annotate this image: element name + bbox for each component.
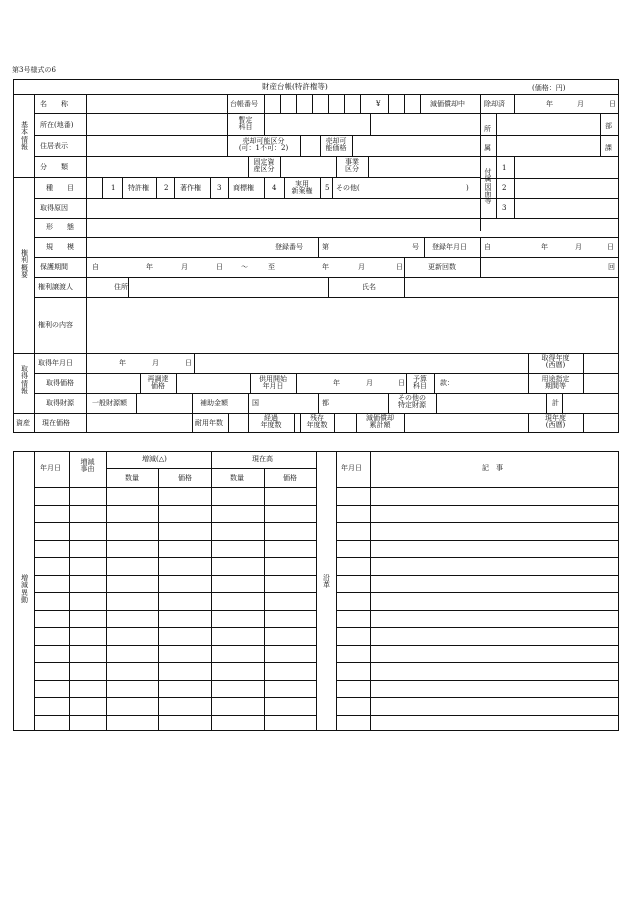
label-accum-depreciation: 減価償却 累計額 [366, 414, 394, 430]
label-protection: 保護期間 [40, 263, 68, 271]
label-person-name: 氏名 [362, 283, 376, 291]
attached-2: 2 [502, 184, 507, 192]
prot-to: 至 [268, 263, 275, 271]
label-source: 取得財源 [46, 399, 74, 407]
chg-col-now: 現在高 [252, 455, 273, 463]
label-use-period: 用途指定 期間等 [541, 375, 570, 391]
table-row-line [336, 575, 619, 576]
kind-other: その他( [336, 184, 360, 192]
label-dai: 第 [322, 243, 329, 251]
attached-3: 3 [502, 204, 507, 212]
label-kan: 款： [440, 379, 454, 387]
label-ka: 課 [605, 144, 612, 152]
table-row-line [336, 487, 619, 488]
label-acq-price: 取得価格 [46, 379, 74, 387]
label-bu: 部 [605, 122, 612, 130]
label-go: 号 [412, 243, 419, 251]
label-month-1: 月 [577, 100, 584, 108]
label-total: 計 [552, 399, 559, 407]
table-row-line [34, 487, 316, 488]
table-row-line [336, 610, 619, 611]
table-row-line [34, 557, 316, 558]
table-row-line [34, 592, 316, 593]
label-to: 都 [322, 399, 329, 407]
label-business: 事業 区分 [345, 158, 359, 174]
label-renewals: 更新回数 [428, 263, 456, 271]
label-dept-sho: 所 [484, 125, 491, 133]
prot-day-2: 日 [396, 263, 403, 271]
label-current-price: 現在価格 [42, 419, 70, 427]
renewals-kai: 回 [608, 263, 615, 271]
table-row-line [336, 662, 619, 663]
reg-year: 年 [541, 243, 548, 251]
chg-col-delta: 増減(△) [142, 455, 167, 463]
label-general: 一般財源額 [92, 399, 127, 407]
prot-month-2: 月 [358, 263, 365, 271]
table-row-line [336, 645, 619, 646]
label-day-1: 日 [609, 100, 616, 108]
hist-col-note: 記 事 [482, 464, 503, 472]
table-row-line [336, 697, 619, 698]
label-saleable: 売却可能区分 (可：1不可：2) [238, 137, 289, 153]
label-depreciating: 減価償却中 [430, 100, 465, 108]
reg-from: 自 [484, 243, 491, 251]
label-reprocure: 再調達 価格 [147, 375, 169, 391]
table-row-line [336, 522, 619, 523]
section-change: 増減異動 [21, 574, 28, 605]
table-row-line [336, 540, 619, 541]
label-zoku: 属 [484, 144, 491, 152]
chg-col-reason: 増減 事由 [80, 458, 95, 474]
section-asset: 資産 [16, 419, 30, 427]
section-basic: 基本情報 [21, 121, 28, 152]
kind-copyright: 著作権 [180, 184, 201, 192]
table-row-line [34, 575, 316, 576]
section-acquisition: 取得情報 [21, 365, 28, 396]
svc-day: 日 [398, 379, 405, 387]
label-classification: 分 類 [40, 163, 68, 171]
label-assignor: 権利譲渡人 [38, 283, 73, 291]
label-form: 形 態 [46, 223, 74, 231]
form-id: 第3号様式の6 [12, 66, 56, 74]
label-reg-date: 登録年月日 [432, 243, 467, 251]
section-rights: 権利概要 [21, 249, 28, 280]
kind-opt-1: 1 [111, 184, 116, 192]
section-history: 沿革 [323, 574, 330, 590]
chg-col-now-price: 価格 [283, 474, 297, 482]
kind-opt-3: 3 [217, 184, 222, 192]
table-row-line [336, 680, 619, 681]
label-interim: 暫定 科目 [238, 116, 253, 132]
hist-col-date: 年月日 [341, 464, 362, 472]
label-address: 住所 [114, 283, 128, 291]
prot-from: 自 [92, 263, 99, 271]
table-row-line [336, 627, 619, 628]
kind-opt-2: 2 [164, 184, 169, 192]
chg-col-delta-price: 価格 [178, 474, 192, 482]
yen-sign: ¥ [376, 100, 381, 108]
table-row-line [34, 697, 316, 698]
label-service-start: 供用開始 年月日 [259, 375, 287, 391]
table-row-line [34, 505, 316, 506]
label-content: 権利の内容 [38, 321, 73, 329]
chg-col-delta-qty: 数量 [125, 474, 139, 482]
reg-month: 月 [575, 243, 582, 251]
prot-day-1: 日 [216, 263, 223, 271]
label-name: 名 称 [40, 100, 68, 108]
kind-other-close: ) [466, 184, 469, 192]
table-row-line [34, 680, 316, 681]
label-budget: 予算 科目 [413, 375, 427, 391]
table-row-line [336, 505, 619, 506]
label-other-source: その他の 特定財源 [398, 394, 426, 410]
prot-year-2: 年 [322, 263, 329, 271]
acq-day: 日 [185, 359, 192, 367]
label-acq-cause: 取得原因 [40, 204, 68, 212]
label-current-fy: 現年度 (西暦) [545, 414, 566, 430]
label-removed: 除却済 [484, 100, 505, 108]
table-row-line [34, 522, 316, 523]
acq-month: 月 [152, 359, 159, 367]
label-elapsed: 経過 年度数 [260, 414, 282, 430]
price-unit: (価格：円) [532, 84, 566, 92]
table-row-line [336, 715, 619, 716]
form-title: 財産台帳(特許権等) [262, 82, 328, 91]
label-remaining: 残存 年度数 [306, 414, 328, 430]
label-fixed-asset: 固定資 産区分 [253, 158, 275, 174]
table-row-line [336, 592, 619, 593]
table-row-line [34, 610, 316, 611]
label-acq-date: 取得年月日 [38, 359, 73, 367]
table-row-line [34, 540, 316, 541]
table-row-line [336, 557, 619, 558]
reg-day: 日 [607, 243, 614, 251]
label-kind: 種 目 [46, 184, 74, 192]
label-acq-fiscal: 取得年度 (西暦) [541, 354, 570, 370]
svc-year: 年 [333, 379, 340, 387]
label-attached: 付属図面等 [484, 168, 492, 206]
label-reg-no: 登録番号 [275, 243, 303, 251]
label-ledger-no: 台帳番号 [230, 100, 258, 108]
prot-year-1: 年 [146, 263, 153, 271]
acq-year: 年 [119, 359, 126, 367]
kind-trademark: 商標権 [233, 184, 254, 192]
label-residence: 住居表示 [40, 142, 68, 150]
table-row-line [34, 627, 316, 628]
table-row-line [34, 715, 316, 716]
kind-opt-5: 5 [325, 184, 330, 192]
label-sale-price: 売却可 能価格 [325, 137, 347, 153]
label-year-1: 年 [546, 100, 553, 108]
kind-patent: 特許権 [128, 184, 149, 192]
prot-month-1: 月 [181, 263, 188, 271]
table-row-line [34, 645, 316, 646]
label-kuni: 国 [252, 399, 259, 407]
kind-utility-model: 実用 新案権 [291, 180, 313, 196]
kind-opt-4: 4 [272, 184, 277, 192]
label-subsidy: 補助金額 [200, 399, 228, 407]
label-scale: 規 模 [46, 243, 74, 251]
chg-col-date: 年月日 [40, 464, 61, 472]
label-useful-life: 耐用年数 [195, 419, 223, 427]
table-row-line [34, 662, 316, 663]
prot-tilde: 〜 [241, 263, 248, 271]
svc-month: 月 [366, 379, 373, 387]
chg-col-now-qty: 数量 [230, 474, 244, 482]
attached-1: 1 [502, 164, 507, 172]
label-location: 所在(地番) [40, 121, 74, 129]
